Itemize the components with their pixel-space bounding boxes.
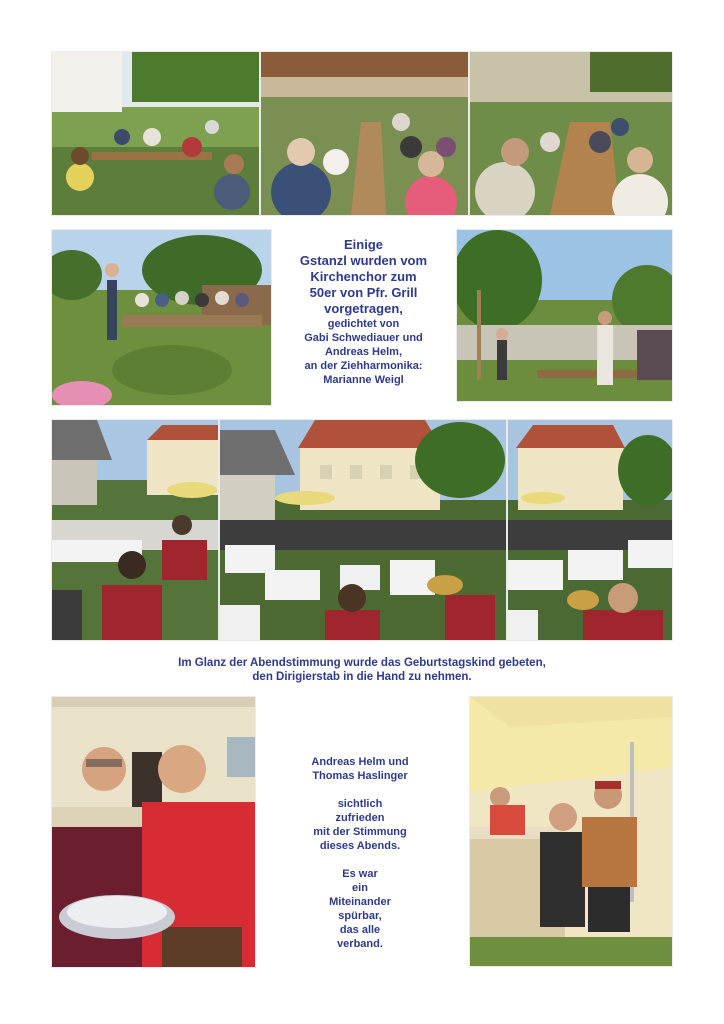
photo-guests-garden-left [52, 52, 259, 215]
caption-line: mit der Stimmung [313, 826, 407, 838]
caption-line: Es war [342, 868, 378, 880]
caption-line: verband. [337, 938, 383, 950]
caption-gstanzl [282, 237, 445, 387]
caption-line: Im Glanz der Abendstimmung wurde das Geburtstagskind gebeten, [178, 657, 546, 669]
caption-line: Einige [343, 237, 383, 252]
caption-line: Marianne Weigl [323, 374, 404, 386]
caption-zufrieden [290, 755, 430, 951]
caption-line: Kirchenchor zum [310, 269, 417, 284]
photo-band-right [508, 420, 672, 640]
caption-line: Gstanzl wurden vom [299, 253, 428, 268]
caption-line: Miteinander [329, 896, 391, 908]
caption-line: zufrieden [335, 812, 385, 824]
photo-guests-table-center [261, 52, 468, 215]
caption-line: ein [352, 882, 368, 894]
caption-line: Thomas Haslinger [312, 770, 408, 782]
caption-line: vorgetragen, [324, 301, 403, 316]
caption-line: an der Ziehharmonika: [304, 360, 423, 372]
caption-line: sichtlich [337, 798, 383, 810]
photo-choir-singing [52, 230, 271, 405]
photo-couple-at-bar [470, 697, 672, 966]
caption-line: dieses Abends. [319, 840, 401, 852]
photo-two-men-smiling [52, 697, 255, 967]
caption-line: spürbar, [338, 910, 382, 922]
caption-line: das alle [339, 924, 381, 936]
caption-line: Andreas Helm, [324, 346, 403, 358]
caption-line: den Dirigierstab in die Hand zu nehmen. [252, 671, 472, 683]
photo-band-center [220, 420, 506, 640]
caption-line: gedichtet von [327, 318, 400, 330]
photo-band-left [52, 420, 218, 640]
caption-line: 50er von Pfr. Grill [309, 285, 418, 300]
caption-abendstimmung [140, 656, 584, 684]
caption-line: Andreas Helm und [311, 756, 409, 768]
photo-garden-evening [457, 230, 672, 401]
photo-guests-table-right [470, 52, 672, 215]
caption-line: Gabi Schwediauer und [304, 332, 423, 344]
